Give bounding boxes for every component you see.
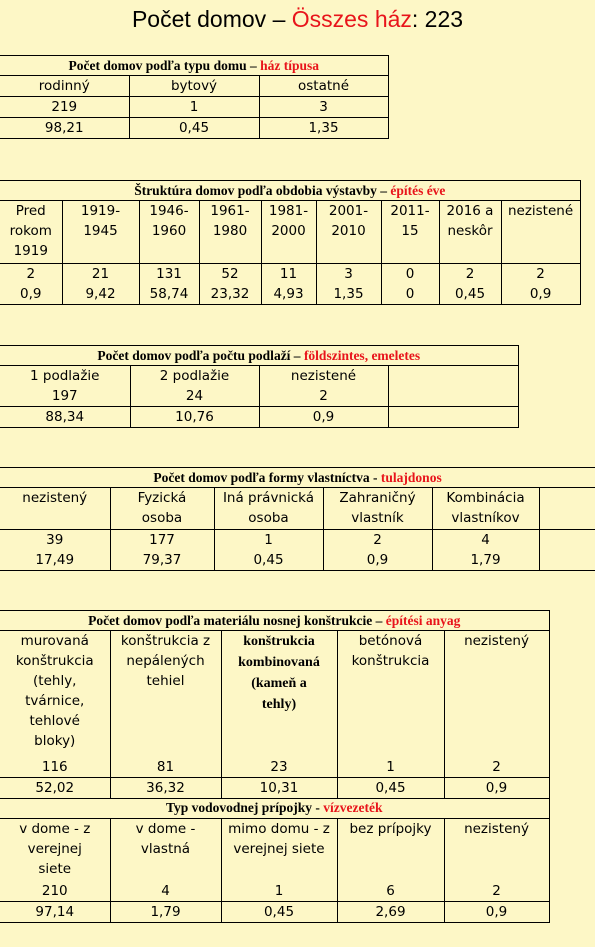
percent-cell: 98,21 — [0, 118, 129, 139]
count-cell: 1 — [221, 881, 337, 902]
count-cell: 197 — [0, 386, 130, 407]
table-title: Počet domov podľa počtu podlaží – földszintes, emeletes — [0, 346, 518, 366]
percent-cell: 0,9 — [0, 284, 62, 305]
percent-cell: 0 — [381, 284, 439, 305]
column-header: Pred rokom 1919 — [0, 201, 62, 264]
column-header: 1981- 2000 — [261, 201, 316, 264]
column-header: 1 podlažie — [0, 366, 130, 387]
empty-cell — [539, 550, 595, 571]
column-header: v dome - vlastná — [110, 818, 221, 881]
column-header: 2011- 15 — [381, 201, 439, 264]
count-cell: 52 — [199, 264, 261, 285]
count-cell: 0 — [381, 264, 439, 285]
table-title: Počet domov podľa typu domu – ház típusa — [0, 56, 388, 76]
percent-cell: 58,74 — [139, 284, 199, 305]
percent-cell: 0,45 — [439, 284, 501, 305]
percent-cell: 4,93 — [261, 284, 316, 305]
column-header: rodinný — [0, 76, 129, 97]
count-cell: 4 — [110, 881, 221, 902]
count-cell: 3 — [259, 97, 388, 118]
column-header: Iná právnická osoba — [214, 488, 323, 530]
count-cell: 81 — [110, 757, 221, 778]
column-header: ostatné — [259, 76, 388, 97]
percent-cell: 10,76 — [130, 407, 259, 428]
count-cell: 177 — [110, 530, 214, 551]
ownership-table — [0, 467, 595, 571]
column-header: 2 podlažie — [130, 366, 259, 387]
column-header: betónová konštrukcia — [337, 631, 444, 757]
percent-cell: 1,35 — [259, 118, 388, 139]
percent-cell: 79,37 — [110, 550, 214, 571]
percent-cell: 52,02 — [0, 777, 110, 798]
column-header: 2001- 2010 — [316, 201, 381, 264]
percent-cell: 36,32 — [110, 777, 221, 798]
count-cell: 2 — [0, 264, 62, 285]
percent-cell: 1,79 — [432, 550, 539, 571]
percent-cell: 0,9 — [323, 550, 432, 571]
column-header: Kombinácia vlastníkov — [432, 488, 539, 530]
count-cell: 1 — [337, 757, 444, 778]
column-header: mimo domu - z verejnej siete — [221, 818, 337, 881]
percent-cell: 0,45 — [221, 902, 337, 923]
count-cell: 3 — [316, 264, 381, 285]
column-header: konštrukcia kombinovaná (kameň a tehly) — [221, 631, 337, 757]
column-header: 1919- 1945 — [62, 201, 139, 264]
count-cell: 116 — [0, 757, 110, 778]
count-cell: 131 — [139, 264, 199, 285]
count-cell: 21 — [62, 264, 139, 285]
table-title: Počet domov podľa materiálu nosnej konštrukcie – építési anyag — [0, 611, 549, 631]
material-table — [0, 610, 550, 923]
count-cell: 6 — [337, 881, 444, 902]
page-title: Počet domov – Összes ház: 223 — [131, 6, 464, 32]
count-cell: 2 — [501, 264, 580, 285]
percent-cell: 0,45 — [129, 118, 259, 139]
column-header: nezistené — [501, 201, 580, 264]
count-cell: 1 — [129, 97, 259, 118]
column-header: 1946- 1960 — [139, 201, 199, 264]
table-title: Počet domov podľa formy vlastníctva - tulajdonos — [0, 468, 595, 488]
column-header: nezistený — [444, 631, 549, 757]
count-cell: 2 — [259, 386, 388, 407]
count-cell: 2 — [323, 530, 432, 551]
percent-cell: 0,9 — [259, 407, 388, 428]
percent-cell: 0,9 — [444, 777, 549, 798]
count-cell: 210 — [0, 881, 110, 902]
percent-cell: 1,79 — [110, 902, 221, 923]
water-table-title: Typ vodovodnej prípojky - vízvezeték — [0, 798, 549, 818]
percent-cell: 88,34 — [0, 407, 130, 428]
empty-cell — [539, 530, 595, 551]
column-header: murovaná konštrukcia (tehly, tvárnice, tehlové bloky) — [0, 631, 110, 757]
empty-cell — [388, 366, 518, 407]
column-header: nezistené — [259, 366, 388, 387]
table-title: Štruktúra domov podľa obdobia výstavby – építés éve — [0, 181, 580, 201]
count-cell: 1 — [214, 530, 323, 551]
column-header: bytový — [129, 76, 259, 97]
floors-table — [0, 345, 519, 428]
count-cell: 4 — [432, 530, 539, 551]
column-header: nezistený — [0, 488, 110, 530]
percent-cell: 0,45 — [214, 550, 323, 571]
empty-cell — [388, 407, 518, 428]
column-header: nezistený — [444, 818, 549, 881]
count-cell: 23 — [221, 757, 337, 778]
percent-cell: 97,14 — [0, 902, 110, 923]
column-header: 2016 a neskôr — [439, 201, 501, 264]
percent-cell: 23,32 — [199, 284, 261, 305]
construction-period-table — [0, 180, 581, 305]
percent-cell: 1,35 — [316, 284, 381, 305]
empty-cell — [539, 488, 595, 530]
house-type-table — [0, 55, 389, 139]
column-header: 1961- 1980 — [199, 201, 261, 264]
percent-cell: 0,9 — [501, 284, 580, 305]
count-cell: 2 — [439, 264, 501, 285]
column-header: v dome - z verejnej siete — [0, 818, 110, 881]
percent-cell: 0,45 — [337, 777, 444, 798]
percent-cell: 17,49 — [0, 550, 110, 571]
column-header: bez prípojky — [337, 818, 444, 881]
count-cell: 2 — [444, 757, 549, 778]
column-header: Zahraničný vlastník — [323, 488, 432, 530]
count-cell: 11 — [261, 264, 316, 285]
column-header: Fyzická osoba — [110, 488, 214, 530]
count-cell: 39 — [0, 530, 110, 551]
percent-cell: 2,69 — [337, 902, 444, 923]
column-header: konštrukcia z nepálených tehiel — [110, 631, 221, 757]
percent-cell: 0,9 — [444, 902, 549, 923]
count-cell: 24 — [130, 386, 259, 407]
count-cell: 219 — [0, 97, 129, 118]
percent-cell: 10,31 — [221, 777, 337, 798]
percent-cell: 9,42 — [62, 284, 139, 305]
count-cell: 2 — [444, 881, 549, 902]
